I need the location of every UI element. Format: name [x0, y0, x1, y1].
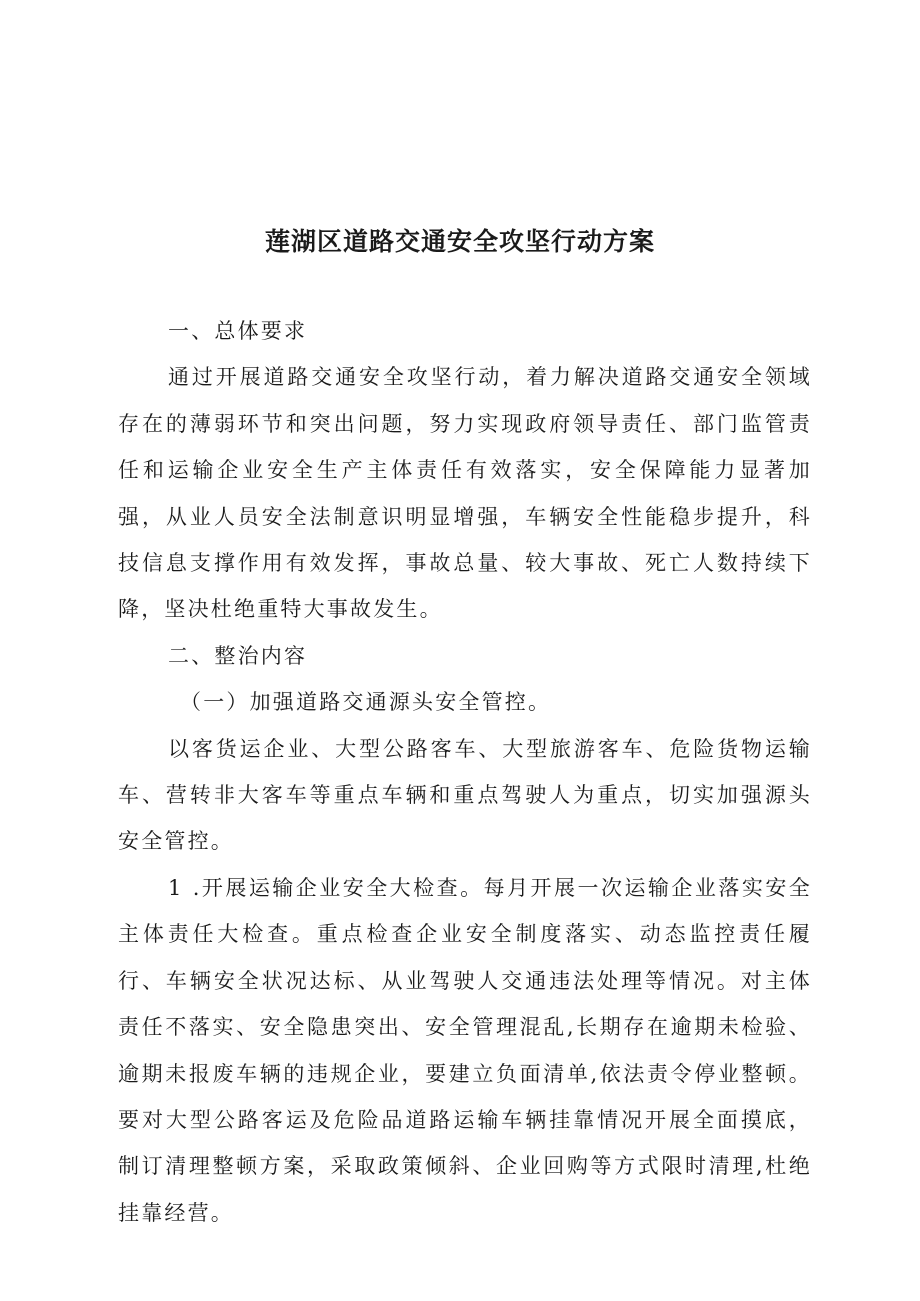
document-title: 莲湖区道路交通安全攻坚行动方案: [264, 227, 655, 256]
section1-paragraph: 通过开展道路交通安全攻坚行动，着力解决道路交通安全领域存在的薄弱环节和突出问题，努力实现政府领导责任、部门监管责任和运输企业安全生产主体责任有效落实，安全保障能力显著加强，从业人员安全法制意识明显增强，车辆安全性能稳步提升，科技信息支撑作用有效发挥，事故总量、较大事故、死亡人数持续下降，坚决杜绝重特大事故发生。: [118, 365, 812, 622]
section2-subheading-1: （一）加强道路交通源头安全管控。: [180, 690, 552, 715]
section2-heading: 二、整治内容: [168, 643, 308, 668]
section2-paragraph-1: 以客货运企业、大型公路客车、大型旅游客车、危险货物运输车、营转非大客车等重点车辆和重点驾驶人为重点，切实加强源头安全管控。: [118, 736, 812, 854]
section1-heading: 一、总体要求: [168, 319, 308, 343]
section2-item-1: 1 .开展运输企业安全大检查。每月开展一次运输企业落实安全主体责任大检查。重点检查企业安全制度落实、动态监控责任履行、车辆安全状况达标、从业驾驶人交通违法处理等情况。对主体责任不落实、安全隐患突出、安全管理混乱,长期存在逾期未检验、逾期未报废车辆的违规企业，要建立负面清单,依法责令停业整顿。要对大型公路客运及危险品道路运输车辆挂靠情况开展全面摸底，制订清理整顿方案，采取政策倾斜、企业回购等方式限时清理,杜绝挂靠经营。: [118, 875, 812, 1225]
document-body: [118, 308, 812, 1236]
